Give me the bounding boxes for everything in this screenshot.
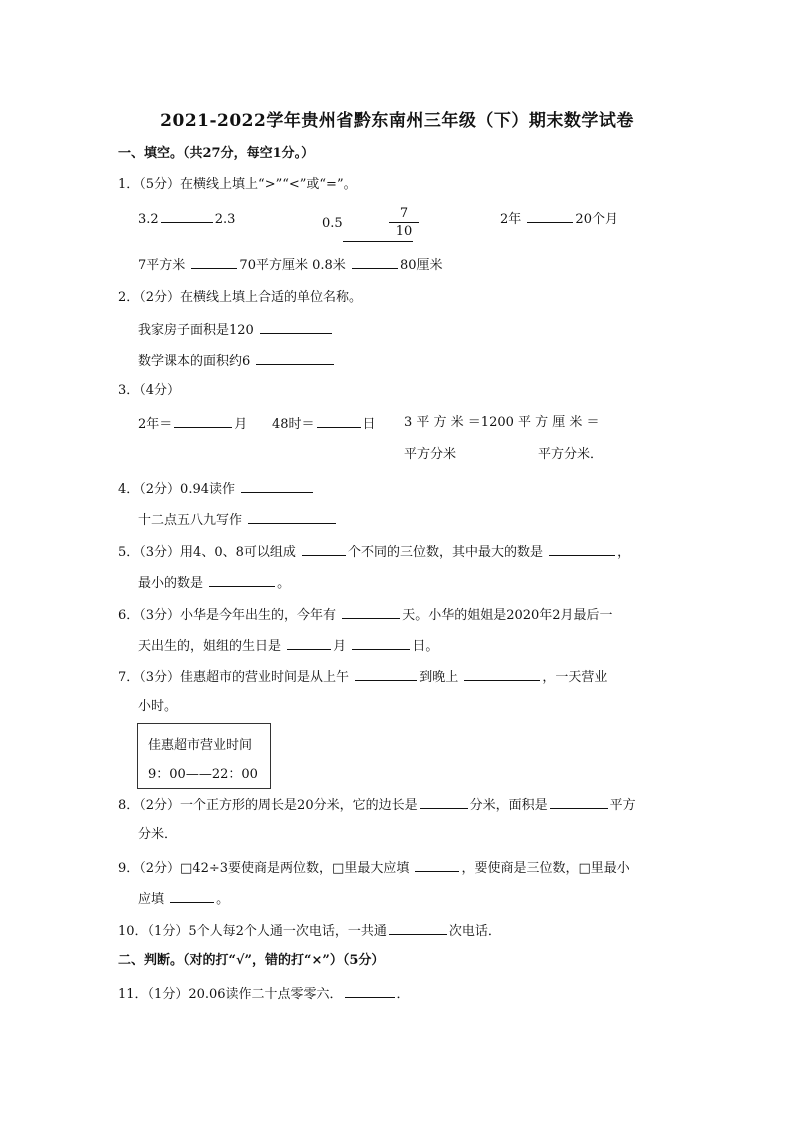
section1-heading: 一、填空。（共27分，每空1分。） xyxy=(118,146,315,161)
q1-c-right: 20个月 xyxy=(575,212,618,227)
q8-blank1[interactable] xyxy=(420,796,468,809)
q5-stem-b: 个不同的三位数，其中最大的数是 xyxy=(348,545,544,560)
q3-p4: 日 xyxy=(362,417,376,432)
q1-c-blank[interactable] xyxy=(527,210,573,223)
q1-b-blank[interactable] xyxy=(343,240,413,242)
q11-stem-b: ． xyxy=(396,987,410,1002)
page-title: 2021-2022学年贵州省黔东南州三年级（下）期末数学试卷 xyxy=(160,111,634,131)
q9-line2 xyxy=(138,890,229,908)
q1-e-blank[interactable] xyxy=(352,256,398,269)
q5-line2-b: 。 xyxy=(277,576,291,591)
q9-stem-a: 9．（2分）□42÷3要使商是两位数，□里最大应填 xyxy=(118,861,410,876)
q1-b-denominator: 10 xyxy=(395,224,413,239)
q4-line2-text: 十二点五八九写作 xyxy=(138,513,243,528)
q9-line2-a: 应填 xyxy=(138,892,165,907)
q7-stem-line xyxy=(118,668,607,686)
q7-stem-c: ，一天营业 xyxy=(542,670,608,685)
q1-d xyxy=(138,256,442,274)
q4-blank2[interactable] xyxy=(248,511,336,524)
q3-blank2[interactable] xyxy=(317,415,361,428)
q8-stem-line xyxy=(118,796,636,814)
q1-b-left: 0.5 xyxy=(322,216,343,231)
q1-a-right: 2.3 xyxy=(214,212,236,227)
q1-d-right: 70平方厘米 xyxy=(239,258,308,273)
q5-blank3[interactable] xyxy=(209,574,275,587)
q3-stem: 3．（4分） xyxy=(118,383,181,398)
q5-stem-line xyxy=(118,543,630,561)
q4-stem-line xyxy=(118,480,315,498)
business-hours-title: 佳惠超市营业时间 xyxy=(148,738,253,753)
q9-stem-b: ，要使商是三位数，□里最小 xyxy=(461,861,630,876)
fraction-bar xyxy=(389,222,419,223)
q2-line1-text: 我家房子面积是120 xyxy=(138,323,254,338)
q5-line2-a: 最小的数是 xyxy=(138,576,204,591)
q7-stem-a: 7．（3分）佳惠超市的营业时间是从上午 xyxy=(118,670,350,685)
q1-e-right: 80厘米 xyxy=(399,258,443,273)
q1-d-left: 7平方米 xyxy=(138,258,186,273)
q6-blank3[interactable] xyxy=(352,637,410,650)
q3-p3: 48时＝ xyxy=(272,417,315,432)
section2-heading: 二、判断。（对的打“√”，错的打“×”）（5分） xyxy=(118,953,385,968)
q1-stem: 1．（5分）在横线上填上“>”“<”或“=”。 xyxy=(118,177,357,192)
q11-stem-a: 11．（1分）20.06读作二十点零零六． xyxy=(118,987,343,1002)
q2-line1-blank[interactable] xyxy=(260,321,332,334)
q8-stem-a: 8．（2分）一个正方形的周长是20分米，它的边长是 xyxy=(118,798,418,813)
q6-blank1[interactable] xyxy=(342,606,400,619)
q9-blank1[interactable] xyxy=(415,859,459,872)
q5-blank2[interactable] xyxy=(549,543,615,556)
q1-e-left: 0.8米 xyxy=(312,258,346,273)
q3-p7: 平方分米． xyxy=(538,447,604,462)
q8-stem-c: 平方 xyxy=(609,798,636,813)
q4-blank1[interactable] xyxy=(241,480,313,493)
q6-line2-b: 月 xyxy=(333,639,347,654)
q10-stem-line xyxy=(118,922,501,940)
q6-stem-line xyxy=(118,606,613,624)
q3-p5: 3 平 方 米 ＝1200 平 方 厘 米 ＝ xyxy=(404,415,600,430)
q1-a xyxy=(138,210,235,228)
q1-a-left: 3.2 xyxy=(138,212,159,227)
q3-line1b xyxy=(272,415,376,433)
q3-p2: 月 xyxy=(234,417,248,432)
q7-line2: 小时。 xyxy=(138,699,178,714)
q1-b-numerator: 7 xyxy=(399,206,409,221)
q6-line2 xyxy=(138,637,438,655)
q5-stem-a: 5．（3分）用4、0、8可以组成 xyxy=(118,545,296,560)
q9-line2-b: 。 xyxy=(216,892,230,907)
q2-stem: 2．（2分）在横线上填上合适的单位名称。 xyxy=(118,290,363,305)
q10-blank1[interactable] xyxy=(389,922,447,935)
q11-stem-line xyxy=(118,985,410,1003)
q5-stem-c: ， xyxy=(617,545,631,560)
q1-a-blank[interactable] xyxy=(161,210,213,223)
q2-line2-blank[interactable] xyxy=(256,352,334,365)
q8-stem-b: 分米，面积是 xyxy=(469,798,548,813)
q9-blank2[interactable] xyxy=(170,890,214,903)
q8-blank2[interactable] xyxy=(550,796,608,809)
q2-line1 xyxy=(138,321,334,339)
q2-line2 xyxy=(138,352,336,370)
q1-b-fraction xyxy=(389,206,419,239)
q1-c xyxy=(500,210,618,228)
q3-p6: 平方分米 xyxy=(404,447,457,462)
q7-stem-b: 到晚上 xyxy=(419,670,459,685)
q6-blank2[interactable] xyxy=(287,637,331,650)
q5-blank1[interactable] xyxy=(302,543,346,556)
business-hours-time: 9：00——22：00 xyxy=(148,767,258,782)
q2-line2-text: 数学课本的面积约6 xyxy=(138,354,251,369)
q11-blank1[interactable] xyxy=(345,985,395,998)
q8-line2: 分米． xyxy=(138,827,178,842)
q6-stem-a: 6．（3分）小华是今年出生的，今年有 xyxy=(118,608,337,623)
q3-blank1[interactable] xyxy=(174,415,232,428)
q9-stem-line xyxy=(118,859,630,877)
q6-stem-b: 天。小华的姐姐是2020年2月最后一 xyxy=(402,608,613,623)
q7-blank1[interactable] xyxy=(355,668,417,681)
q10-stem-b: 次电话． xyxy=(448,924,501,939)
q7-blank2[interactable] xyxy=(464,668,540,681)
q6-line2-c: 日。 xyxy=(412,639,439,654)
q4-line2 xyxy=(138,511,338,529)
q6-line2-a: 天出生的，姐组的生日是 xyxy=(138,639,282,654)
q5-line2 xyxy=(138,574,290,592)
business-hours-box xyxy=(137,723,271,789)
q3-p1: 2年＝ xyxy=(138,417,173,432)
q3-line1 xyxy=(138,415,247,433)
q1-c-left: 2年 xyxy=(500,212,522,227)
q1-d-blank[interactable] xyxy=(191,256,237,269)
q4-stem: 4．（2分）0.94读作 xyxy=(118,482,235,497)
q10-stem-a: 10．（1分）5个人每2个人通一次电话，一共通 xyxy=(118,924,387,939)
